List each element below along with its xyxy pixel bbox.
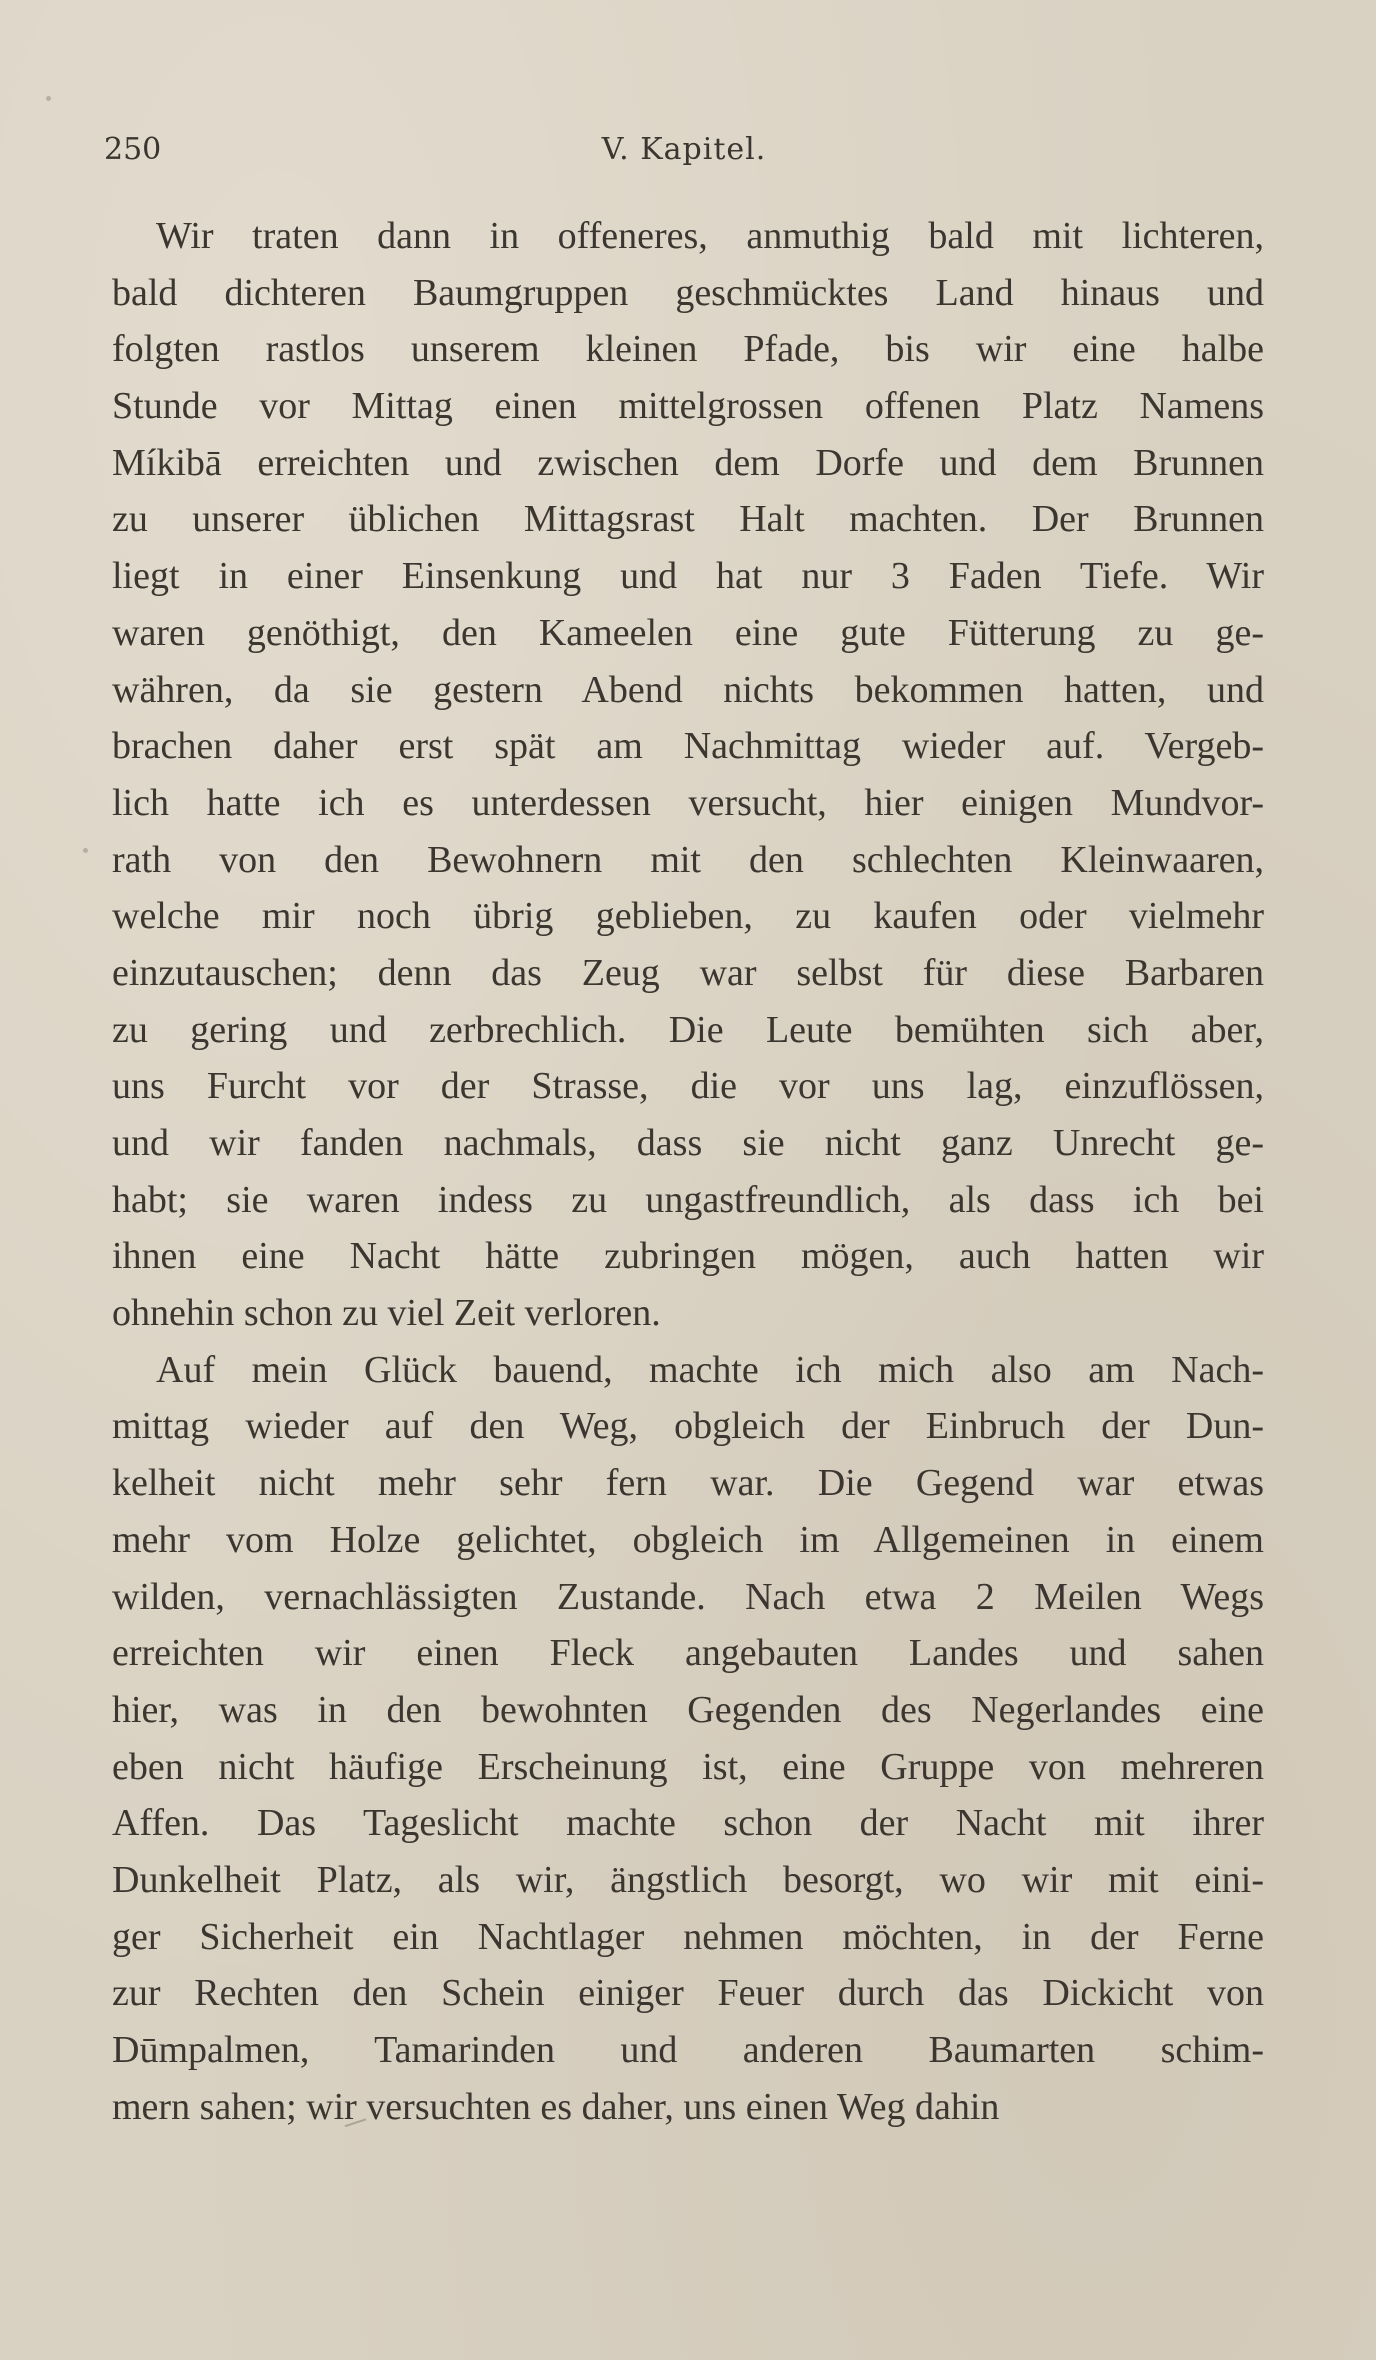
text-line: kelheit nicht mehr sehr fern war. Die Gegend war etwas: [112, 1462, 1264, 1505]
text-line: Affen. Das Tageslicht machte schon der Nacht mit ihrer: [112, 1802, 1264, 1845]
paper-dot: [83, 848, 88, 853]
text-line: einzutauschen; denn das Zeug war selbst für diese Barbaren: [112, 951, 1264, 994]
text-line: ihnen eine Nacht hätte zubringen mögen, auch hatten wir: [112, 1235, 1264, 1278]
text-line: mern sahen; wir versuchten es daher, uns einen Weg dahin: [112, 2085, 1000, 2128]
text-line: waren genöthigt, den Kameelen eine gute Fütterung zu ge-: [112, 611, 1264, 654]
text-line: zu unserer üblichen Mittagsrast Halt machten. Der Brunnen: [112, 498, 1264, 541]
page-number: 250: [104, 132, 162, 167]
running-head: [104, 128, 1264, 172]
text-line: Auf mein Glück bauend, machte ich mich also am Nach-: [156, 1348, 1264, 1391]
text-line: zu gering und zerbrechlich. Die Leute bemühten sich aber,: [112, 1008, 1264, 1051]
text-line: und wir fanden nachmals, dass sie nicht ganz Unrecht ge-: [112, 1122, 1264, 1164]
text-line: wilden, vernachlässigten Zustande. Nach etwa 2 Meilen Wegs: [112, 1575, 1264, 1618]
text-line: Dunkelheit Platz, als wir, ängstlich besorgt, wo wir mit eini-: [112, 1858, 1264, 1901]
text-line: welche mir noch übrig geblieben, zu kaufen oder vielmehr: [112, 895, 1264, 938]
text-line: Míkibā erreichten und zwischen dem Dorfe und dem Brunnen: [112, 441, 1264, 484]
text-line: folgten rastlos unserem kleinen Pfade, bis wir eine halbe: [112, 328, 1264, 371]
paragraph: [112, 208, 1264, 1342]
text-line: zur Rechten den Schein einiger Feuer durch das Dickicht von: [112, 1972, 1264, 2015]
text-line: eben nicht häufige Erscheinung ist, eine Gruppe von mehreren: [112, 1745, 1264, 1788]
paper-dot: [46, 96, 51, 101]
chapter-title: V. Kapitel.: [601, 132, 767, 167]
body-text: [112, 208, 1264, 2135]
paragraph: [112, 1342, 1264, 2136]
text-line: währen, da sie gestern Abend nichts bekommen hatten, und: [112, 668, 1264, 711]
text-line: ohnehin schon zu viel Zeit verloren.: [112, 1292, 661, 1335]
text-line: hier, was in den bewohnten Gegenden des Negerlandes eine: [112, 1688, 1264, 1731]
text-line: Dūmpalmen, Tamarinden und anderen Baumarten schim-: [112, 2029, 1264, 2071]
text-line: mehr vom Holze gelichtet, obgleich im Allgemeinen in einem: [112, 1518, 1264, 1561]
text-line: Wir traten dann in offeneres, anmuthig bald mit lichteren,: [156, 215, 1264, 257]
text-line: habt; sie waren indess zu ungastfreundlich, als dass ich bei: [112, 1178, 1264, 1221]
text-line: rath von den Bewohnern mit den schlechten Kleinwaaren,: [112, 838, 1264, 881]
text-line: lich hatte ich es unterdessen versucht, hier einigen Mundvor-: [112, 781, 1264, 824]
text-line: liegt in einer Einsenkung und hat nur 3 Faden Tiefe. Wir: [112, 555, 1264, 598]
text-line: mittag wieder auf den Weg, obgleich der Einbruch der Dun-: [112, 1405, 1264, 1448]
text-line: bald dichteren Baumgruppen geschmücktes Land hinaus und: [112, 271, 1264, 314]
text-line: uns Furcht vor der Strasse, die vor uns lag, einzuflössen,: [112, 1065, 1264, 1108]
text-line: ger Sicherheit ein Nachtlager nehmen möchten, in der Ferne: [112, 1915, 1264, 1958]
text-line: Stunde vor Mittag einen mittelgrossen offenen Platz Namens: [112, 385, 1264, 428]
text-line: erreichten wir einen Fleck angebauten Landes und sahen: [112, 1632, 1264, 1675]
text-line: brachen daher erst spät am Nachmittag wieder auf. Vergeb-: [112, 725, 1264, 768]
